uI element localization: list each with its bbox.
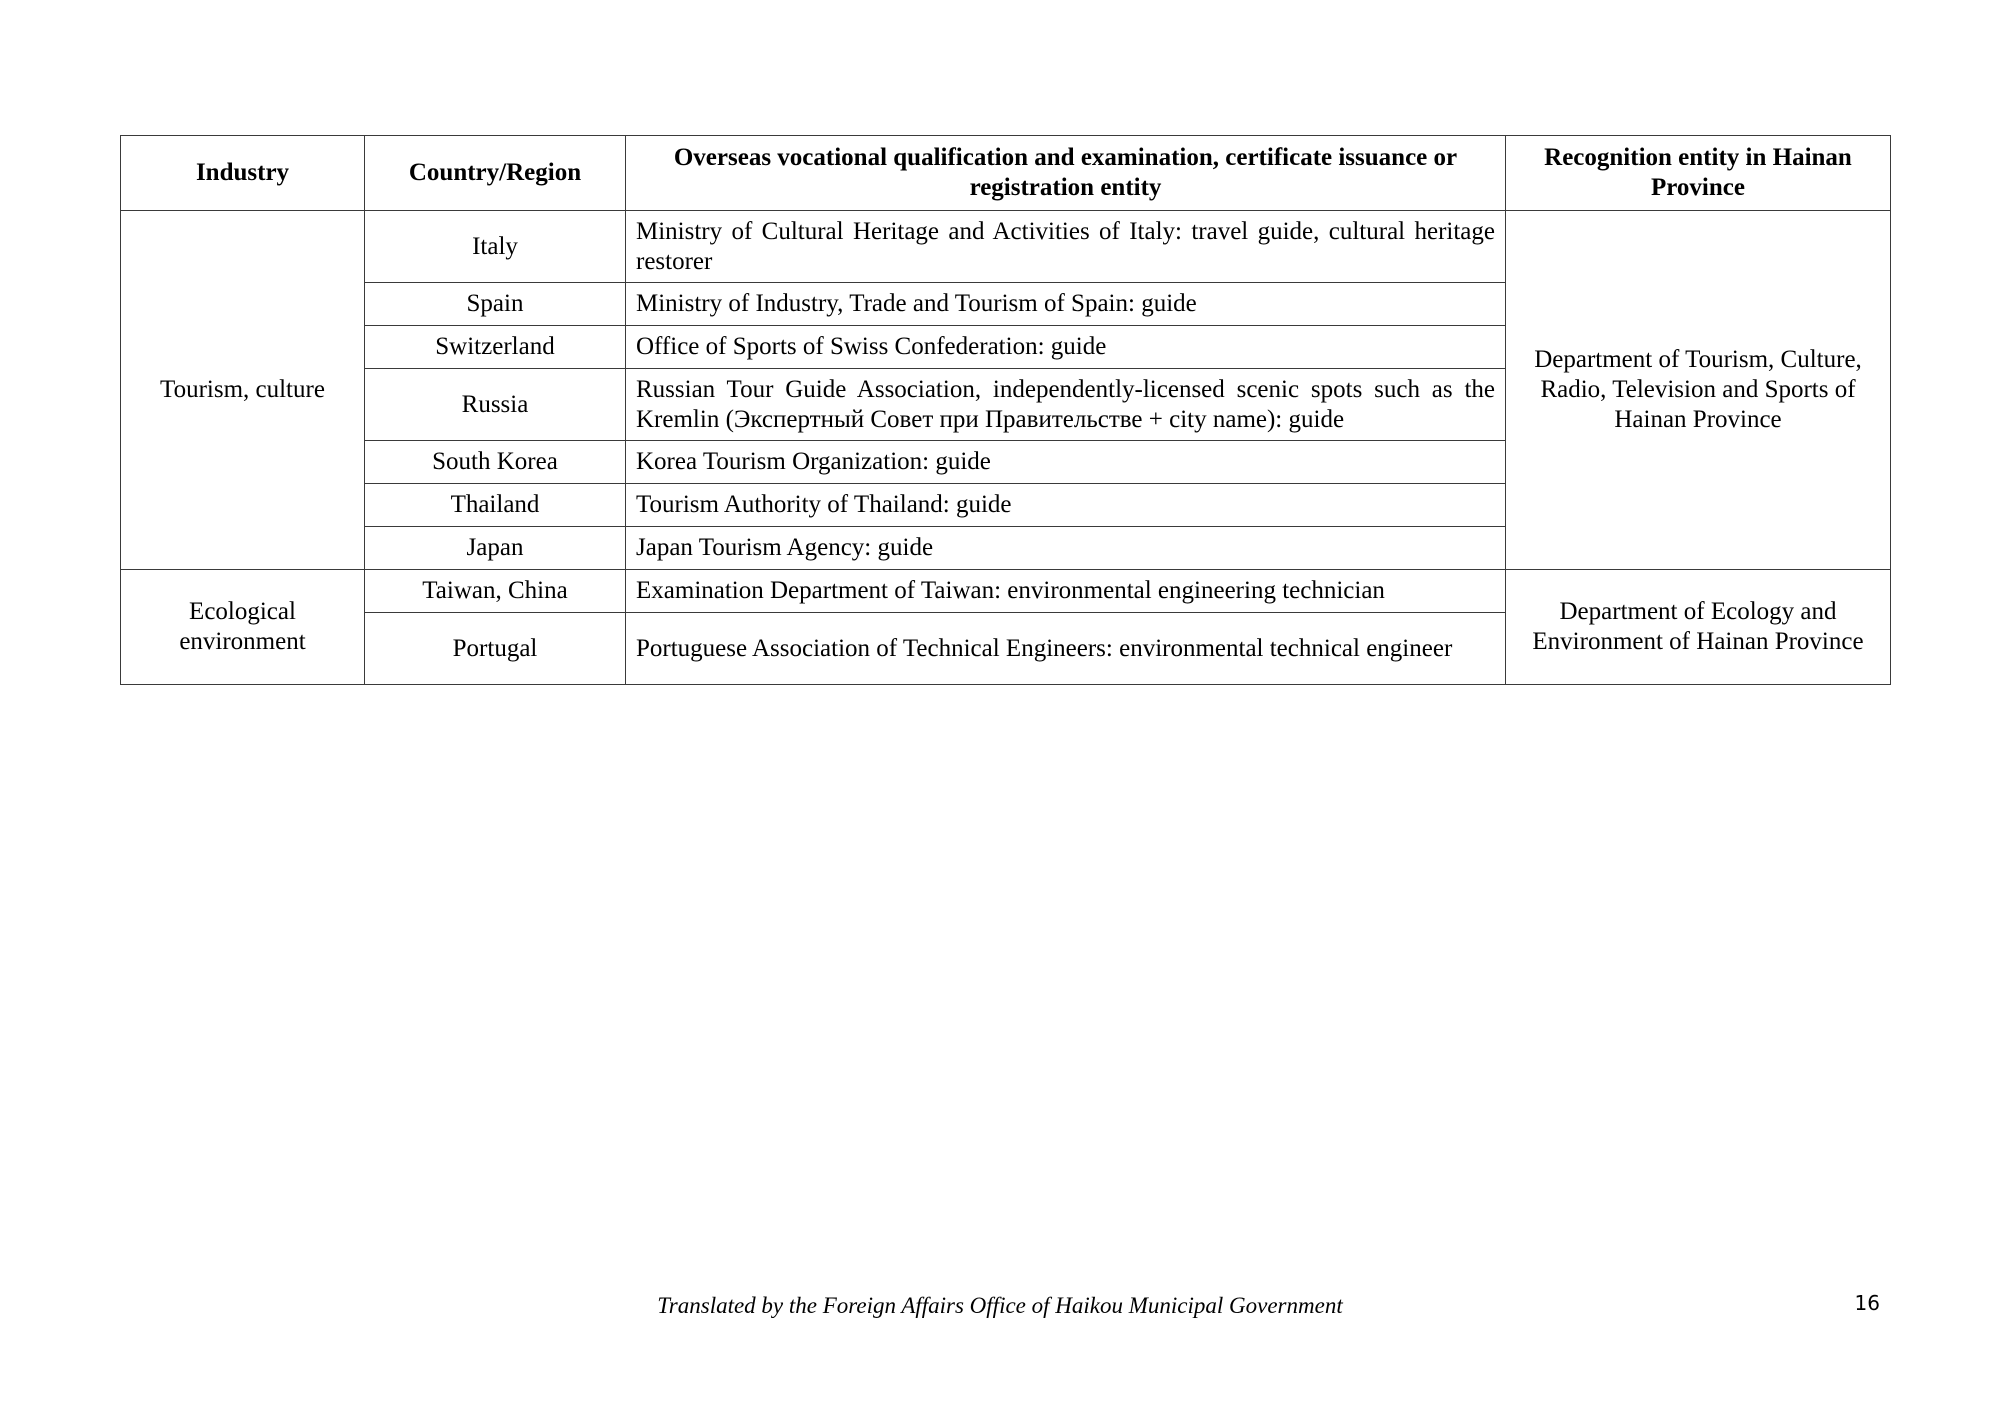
table-row bbox=[121, 211, 1891, 283]
entity-cell: Tourism Authority of Thailand: guide bbox=[626, 484, 1506, 527]
page-number: 16 bbox=[1854, 1291, 1880, 1315]
country-cell: South Korea bbox=[365, 441, 626, 484]
entity-cell: Ministry of Industry, Trade and Tourism of Spain: guide bbox=[626, 283, 1506, 326]
entity-cell: Japan Tourism Agency: guide bbox=[626, 527, 1506, 570]
entity-cell: Korea Tourism Organization: guide bbox=[626, 441, 1506, 484]
entity-cell: Office of Sports of Swiss Confederation: guide bbox=[626, 326, 1506, 369]
table-row bbox=[121, 570, 1891, 613]
country-cell: Spain bbox=[365, 283, 626, 326]
country-cell: Taiwan, China bbox=[365, 570, 626, 613]
footer-translator-note: Translated by the Foreign Affairs Office of Haikou Municipal Government bbox=[657, 1293, 1343, 1318]
country-cell: Japan bbox=[365, 527, 626, 570]
entity-cell: Examination Department of Taiwan: environmental engineering technician bbox=[626, 570, 1506, 613]
industry-cell: Tourism, culture bbox=[121, 211, 365, 570]
header-recognition-entity: Recognition entity in Hainan Province bbox=[1506, 136, 1891, 211]
recognition-cell: Department of Ecology and Environment of Hainan Province bbox=[1506, 570, 1891, 685]
qualification-table bbox=[120, 135, 1891, 685]
recognition-cell: Department of Tourism, Culture, Radio, Television and Sports of Hainan Province bbox=[1506, 211, 1891, 570]
table-header-row bbox=[121, 136, 1891, 211]
country-cell: Russia bbox=[365, 369, 626, 441]
entity-cell: Ministry of Cultural Heritage and Activities of Italy: travel guide, cultural heritage restorer bbox=[626, 211, 1506, 283]
country-cell: Italy bbox=[365, 211, 626, 283]
country-cell: Portugal bbox=[365, 613, 626, 685]
entity-cell: Portuguese Association of Technical Engineers: environmental technical engineer bbox=[626, 613, 1506, 685]
header-industry: Industry bbox=[121, 136, 365, 211]
country-cell: Switzerland bbox=[365, 326, 626, 369]
header-overseas-entity: Overseas vocational qualification and examination, certificate issuance or registration entity bbox=[626, 136, 1506, 211]
country-cell: Thailand bbox=[365, 484, 626, 527]
industry-cell: Ecological environment bbox=[121, 570, 365, 685]
entity-cell: Russian Tour Guide Association, independently-licensed scenic spots such as the Kremlin (Экспертный Совет при Правительстве + city name): guide bbox=[626, 369, 1506, 441]
header-country-region: Country/Region bbox=[365, 136, 626, 211]
